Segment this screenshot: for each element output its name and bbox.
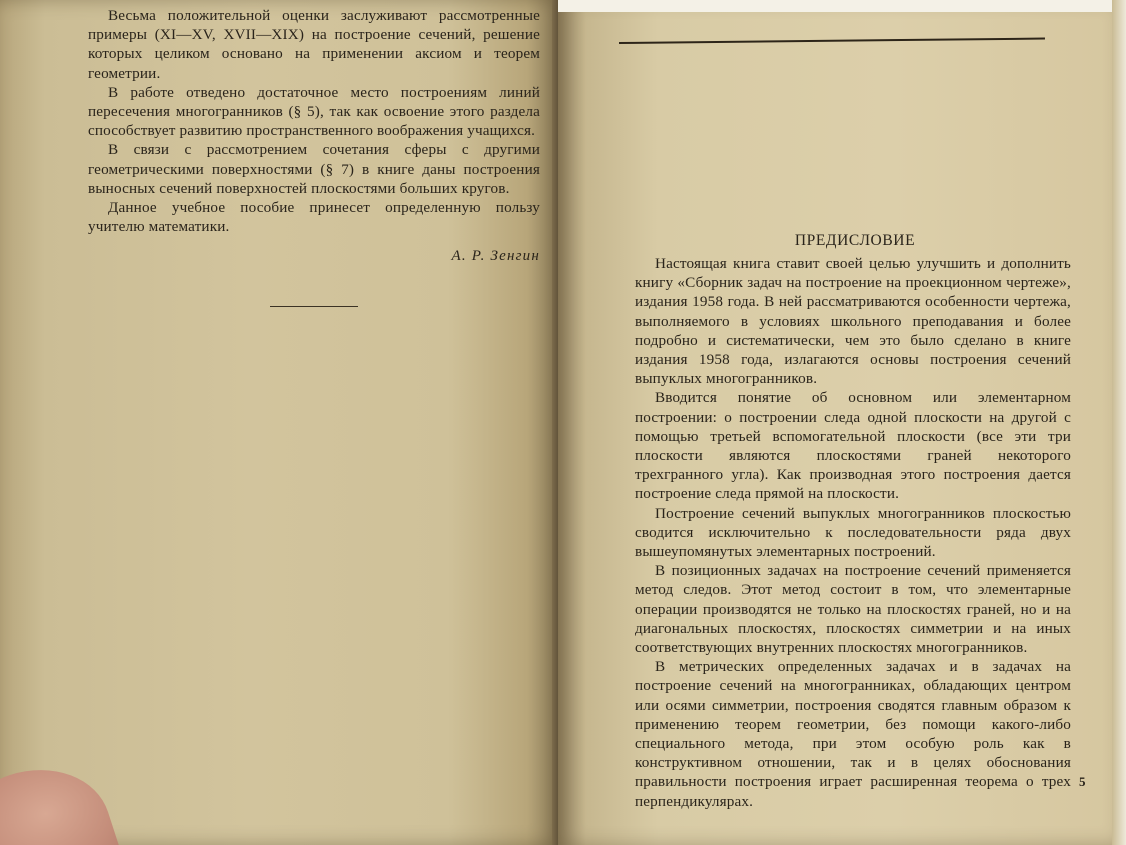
page-number: 5 xyxy=(1079,774,1086,789)
left-page xyxy=(0,0,560,845)
left-paragraph-1: Весьма положительной оценки заслуживают рассмотренные примеры (XI—XV, XVII—XIX) на построение сечений, решение которых целиком основано на применении аксиом и теорем геометрии. xyxy=(88,7,540,82)
left-paragraph-4: Данное учебное пособие принесет определенную пользу учителю математики. xyxy=(88,199,540,236)
right-paragraph-3: Построение сечений выпуклых многогранников плоскостью сводится исключительно к последовательности ряда двух вышеупомянутых элементарных построений. xyxy=(635,504,1071,561)
right-paragraph-4: В позиционных задачах на построение сечений применяется метод следов. Этот метод состоит в том, что элементарные операции производятся не только на плоскостях граней, но и на диагональных плоскостях, плоскостях симметрии и на иных соответствующих внутренних плоскостях многогранников. xyxy=(635,562,1071,657)
chapter-heading: ПРЕДИСЛОВИЕ xyxy=(794,232,916,249)
background-strip xyxy=(558,0,1126,12)
right-paragraph-5: В метрических определенных задачах и в задачах на построение сечений на многогранниках, обладающих центром или осями симметрии, построения сводятся главным образом к применению теорем геометрии, без помощи какого-либо специального метода, при этом особую роль как в конструктивном отношении, так и в целях обоснования правильности построения играет расширенная теорема о трех перпендикулярах. xyxy=(635,658,1071,810)
left-paragraph-3: В связи с рассмотрением сочетания сферы с другими геометрическими поверхностями (§ 7) в книге даны построения выносных сечений поверхностей плоскостями больших кругов. xyxy=(88,141,540,197)
right-paragraph-2: Вводится понятие об основном или элементарном построении: о построении следа одной плоскости на другой с помощью третьей вспомогательной плоскости (все эти три плоскости являются плоскостями граней некоторого трехгранного угла). Как производная этого построения дается построение следа прямой на плоскости. xyxy=(635,389,1071,503)
right-page-text-column xyxy=(635,254,1071,811)
left-page-text-column xyxy=(88,6,540,265)
author-signature: А. Р. Зенгин xyxy=(451,248,540,265)
closing-double-rule xyxy=(270,306,358,307)
page-edge xyxy=(1112,0,1126,845)
left-paragraph-2: В работе отведено достаточное место построениям линий пересечения многогранников (§ 5), так как освоение этого раздела способствует развитию пространственного воображения учащихся. xyxy=(88,83,540,140)
right-paragraph-1: Настоящая книга ставит своей целью улучшить и дополнить книгу «Сборник задач на построение на проекционном чертеже», издания 1958 года. В ней рассматриваются особенности чертежа, выполняемого в условиях школьного преподавания и более подробно и систематически, чем это было сделано в книге издания 1958 года, излагаются основы построения сечений выпуклых многогранников. xyxy=(635,255,1071,388)
